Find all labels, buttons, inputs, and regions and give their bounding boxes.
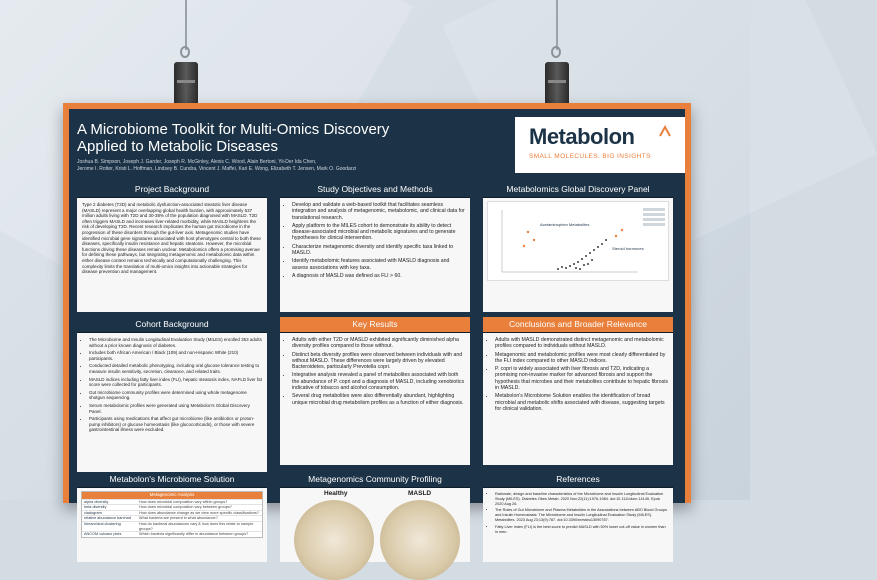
profiling-figure (280, 488, 470, 568)
panel-microbiome-solution (77, 472, 267, 562)
logo (515, 117, 685, 173)
list-item: • Participants using medications that affect gut microbiome (like antibiotics or proton-pump inhibitors) or glucose homeostasis (like glucocorticoids), or those with severe gastrointestinal illness were excluded. (89, 416, 262, 433)
hanger-clip-left (178, 0, 194, 110)
poster (63, 103, 691, 537)
bullet-list (488, 337, 668, 412)
plot-annotation: Steroid hormones (612, 246, 644, 251)
list-item: • Distinct beta diversity profiles were observed between individuals with and without MASLD. These differences were largely driven by elevated Bacteroidetes, particularly Prevotella copri. (292, 352, 465, 371)
list-item: • Develop and validate a web-based toolkit that facilitates seamless integration and analysis of metagenomic, metabolomic, and clinical data for translational research. (292, 202, 465, 221)
list-item: • Gut microbiome community profiles were determined using whole metagenome shotgun sequencing. (89, 390, 262, 401)
list-item: • Metabolon's Microbiome Solution enables the identification of broad microbial and metabolic shifts associated with disease, suggesting targets for clinical validation. (495, 393, 668, 412)
panel-title: Study Objectives and Methods (280, 182, 470, 198)
list-item: • Serum metabolomic profiles were generated using Metabolon's Global Discovery Panel. (89, 403, 262, 414)
panel-title: Project Background (77, 182, 267, 198)
panel-body (77, 198, 267, 281)
analysis-table (81, 491, 263, 538)
reference-item: • The Roles of Gut Microbiome and Plasma Metabolites in the Associations between ABO Blood Groups and Insulin Homeostasis: The Microbiome and Insulin Longitudinal Evaluation Study (MILES). Metabolites. 2023 Aug 23;13(9):787. doi:10.3390/metabo13090787. (495, 508, 668, 522)
panel-title: References (483, 472, 673, 488)
panel-title: Metabolon's Microbiome Solution (77, 472, 267, 488)
list-item: • P. copri is widely associated with liver fibrosis and T2D, indicating a promising non-invasive marker for advanced fibrosis and support the hypothesis that microbes and their metabolites contribute to hepatic fibrosis in MASLD. (495, 366, 668, 391)
author-line: Jerome I. Rotter, Kristi L. Hoffman, Lindsey B. Cundra, Vincent J. Maffei, Kari E. Wong, Elizabeth T. Jensen, Mark O. Goodarzi (77, 166, 357, 172)
figure-label-healthy: Healthy (324, 490, 348, 497)
table-row: ANCOM volcano plots Which bacteria significantly differ in abundance between groups? (82, 531, 262, 537)
list-item: • Metagenomic and metabolomic profiles were most clearly differentiated by the FLI index compared to other MASLD indices. (495, 352, 668, 365)
panel-title: Metabolomics Global Discovery Panel (483, 182, 673, 198)
panel-community-profiling (280, 472, 470, 562)
panel-global-discovery (483, 182, 673, 312)
list-item: • Conducted detailed metabolic phenotyping, including oral glucose tolerance testing to measure insulin sensitivity, secretion, clearance, and related traits. (89, 363, 262, 374)
bullet-list (285, 202, 465, 279)
figure-label-masld: MASLD (408, 490, 432, 497)
paragraph: Type 2 diabetes (T2D) and metabolic dysfunction-associated steatotic liver disease (MASLD) represent a major overlapping global health burden, with approximately 537 million adults living with T2D and 30-38% of the population diagnosed with MASLD. T2D often triggers MASLD and increases liver-related morbidity, while MASLD heightens the risk of developing T2D. Recent research implicates the human gut microbiome in the progression of these disorders through the gut-liver axis. Metagenomic studies have identified microbial gene signatures associated with host phenotypes central to both these diseases, specifically insulin resistance and hepatic steatosis. However, the microbial functions driving these diseases remain unclear. Metabolomics offers a promising avenue for defining these pathways, but integrating metagenomic and metabolomic data within either disease context remains technically and computationally challenging. This complexity limits the translation of multi-omics insights into actionable strategies for disease prevention and management. (82, 202, 261, 275)
table-header: Metagenomic Analysis (82, 492, 262, 499)
reference-item: • Rationale, design and baseline characteristics of the Microbiome and Insulin Longitudinal Evaluation Study (MILES). Diabetes Obes Metab. 2020 Nov;22(11):1976-1984. doi:10.1111/dom.14145. Epub 2020 Aug 26. (495, 492, 668, 506)
logo-tagline: SMALL MOLECULES. BIG INSIGHTS (529, 153, 651, 160)
plot-annotation: Acetaminophen Metabolites (540, 222, 590, 227)
panel-title: Key Results (280, 317, 470, 333)
volcano-plot (487, 201, 669, 281)
title-line: A Microbiome Toolkit for Multi-Omics Discovery (77, 121, 390, 138)
reference-list (488, 492, 668, 534)
author-list (77, 159, 477, 173)
list-item: • Apply platform to the MILES cohort to demonstrate its ability to detect disease-associated microbial and metabolic signatures and to generate hypotheses for clinical intervention. (292, 223, 465, 242)
panel-body (280, 198, 470, 285)
bullet-list (82, 337, 262, 433)
panel-key-results (280, 317, 470, 465)
poster-title (77, 121, 437, 155)
list-item: • The Microbiome and Insulin Longitudinal Evaluation Study (MILES) enrolled 353 adults without a prior known diagnosis of diabetes. (89, 337, 262, 348)
list-item: • Several drug metabolites were also differentially abundant, highlighting unique microbial drug metabolism profiles as a function of either diagnosis. (292, 393, 465, 406)
reference-item: • Fatty Liver Index (FLI) is the best score to predict MASLD with 50% lower cut-off value in women than in men. (495, 525, 668, 535)
list-item: • Characterize metagenomic diversity and identify specific taxa linked to MASLD. (292, 244, 465, 257)
panel-project-background (77, 182, 267, 312)
sunburst-healthy (294, 500, 374, 580)
list-item: • Adults with either T2D or MASLD exhibited significantly diminished alpha diversity profiles compared to those without. (292, 337, 465, 350)
volcano-plot-graphic (488, 202, 668, 280)
table-row: alpha diversity How does microbial composition vary within groups? (82, 499, 262, 505)
list-item: • MASLD indices including fatty liver index (FLI), hepatic steatosis index, NAFLD liver fat score were collected for participants. (89, 377, 262, 388)
table-row: relative abundance barchart What bacteria are present in what abundance? (82, 515, 262, 521)
poster-content (69, 109, 685, 537)
panel-title: Cohort Background (77, 317, 267, 333)
plot-legend (643, 208, 665, 228)
panel-title: Metagenomics Community Profiling (280, 472, 470, 488)
panel-body (483, 488, 673, 540)
panel-conclusions (483, 317, 673, 465)
panel-body (77, 333, 267, 439)
logo-wordmark: Metabolon (529, 124, 635, 149)
list-item: • Integrative analysis revealed a panel of metabolites associated with both the abundance of P. copri and a diagnosis of MASLD, including xenobiotics indicative of tobacco and alcohol consumption. (292, 372, 465, 391)
table-row: hierarchical clustering How do bacterial abundances vary & how does this relate to sample groups? (82, 521, 262, 531)
sunburst-masld (380, 500, 460, 580)
panel-references (483, 472, 673, 562)
list-item: • Adults with MASLD demonstrated distinct metagenomic and metabolomic profiles compared to individuals without MASLD. (495, 337, 668, 350)
panel-body (483, 333, 673, 418)
hanger-clip-right (549, 0, 565, 110)
list-item: • Identify metabolomic features associated with MASLD diagnosis and assess associations with key taxa. (292, 258, 465, 271)
author-line: Joshua B. Simpson, Joseph J. Garder, Joseph R. McGinley, Alexis C. Wood, Alain Bertoni, Yii-Der Ida Chen, (77, 159, 317, 165)
logo-chevron-icon (659, 125, 671, 137)
list-item: • A diagnosis of MASLD was defined as FLI > 60. (292, 273, 465, 279)
panel-body (280, 333, 470, 412)
list-item: • Includes both African American / Black (109) and non-Hispanic White (210) participants. (89, 350, 262, 361)
panel-cohort-background (77, 317, 267, 497)
panel-title: Conclusions and Broader Relevance (483, 317, 673, 333)
poster-header (69, 109, 685, 179)
bullet-list (285, 337, 465, 406)
panel-study-objectives (280, 182, 470, 312)
table-row: beta diversity How does microbial composition vary between groups? (82, 504, 262, 510)
table-row: cladogram How does abundance change as we view more specific classifications? (82, 510, 262, 516)
title-line: Applied to Metabolic Diseases (77, 138, 278, 155)
